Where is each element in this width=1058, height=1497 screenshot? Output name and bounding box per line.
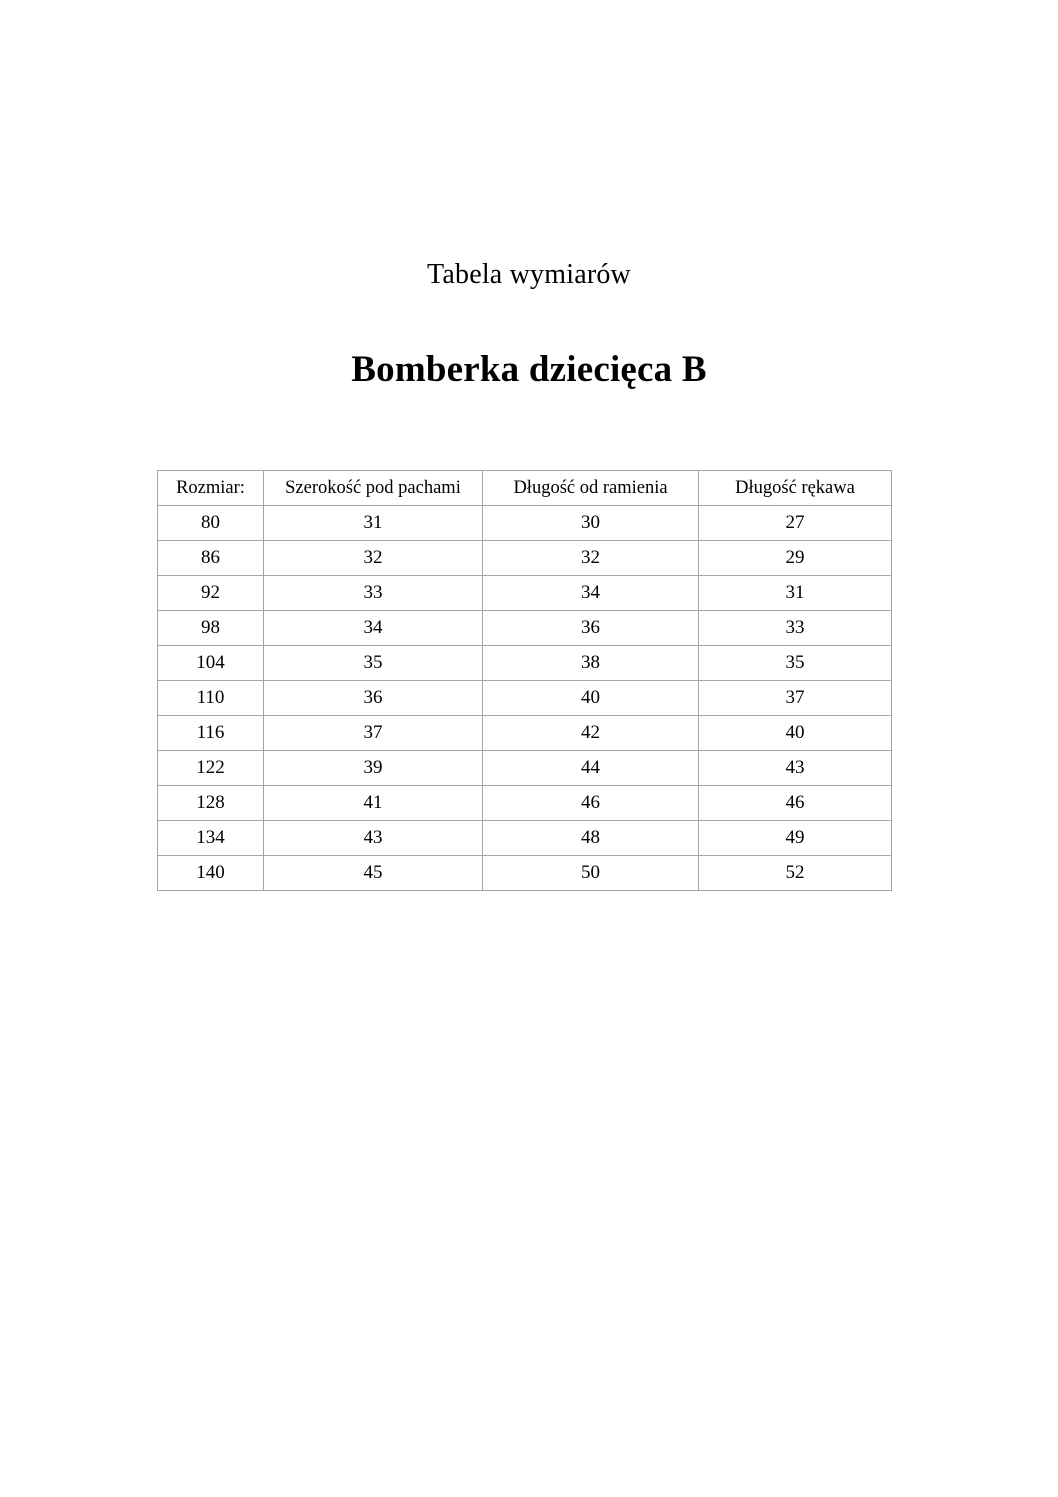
cell-chest-width: 41 [264, 786, 483, 821]
cell-sleeve-length: 46 [699, 786, 892, 821]
cell-sleeve-length: 49 [699, 821, 892, 856]
cell-size: 110 [158, 681, 264, 716]
column-header-size: Rozmiar: [158, 471, 264, 506]
cell-size: 92 [158, 576, 264, 611]
table-row [158, 856, 892, 891]
cell-shoulder-length: 46 [483, 786, 699, 821]
cell-shoulder-length: 42 [483, 716, 699, 751]
cell-chest-width: 37 [264, 716, 483, 751]
cell-shoulder-length: 44 [483, 751, 699, 786]
cell-size: 80 [158, 506, 264, 541]
table-row [158, 541, 892, 576]
cell-chest-width: 35 [264, 646, 483, 681]
cell-sleeve-length: 31 [699, 576, 892, 611]
column-header-sleeve-length: Długość rękawa [699, 471, 892, 506]
cell-size: 86 [158, 541, 264, 576]
cell-sleeve-length: 27 [699, 506, 892, 541]
table-row [158, 611, 892, 646]
cell-shoulder-length: 48 [483, 821, 699, 856]
cell-chest-width: 32 [264, 541, 483, 576]
cell-size: 104 [158, 646, 264, 681]
table-header-row [158, 471, 892, 506]
cell-sleeve-length: 33 [699, 611, 892, 646]
cell-shoulder-length: 38 [483, 646, 699, 681]
table-header [158, 471, 892, 506]
cell-chest-width: 36 [264, 681, 483, 716]
cell-sleeve-length: 43 [699, 751, 892, 786]
cell-chest-width: 39 [264, 751, 483, 786]
column-header-chest-width: Szerokość pod pachami [264, 471, 483, 506]
cell-sleeve-length: 35 [699, 646, 892, 681]
cell-sleeve-length: 37 [699, 681, 892, 716]
cell-chest-width: 31 [264, 506, 483, 541]
document-subtitle: Tabela wymiarów [427, 259, 631, 290]
cell-sleeve-length: 52 [699, 856, 892, 891]
cell-shoulder-length: 50 [483, 856, 699, 891]
cell-size: 116 [158, 716, 264, 751]
cell-chest-width: 34 [264, 611, 483, 646]
cell-size: 128 [158, 786, 264, 821]
cell-chest-width: 43 [264, 821, 483, 856]
cell-sleeve-length: 29 [699, 541, 892, 576]
cell-shoulder-length: 30 [483, 506, 699, 541]
cell-size: 98 [158, 611, 264, 646]
cell-size: 122 [158, 751, 264, 786]
table-row [158, 821, 892, 856]
cell-shoulder-length: 40 [483, 681, 699, 716]
column-header-shoulder-length: Długość od ramienia [483, 471, 699, 506]
table-row [158, 716, 892, 751]
cell-shoulder-length: 34 [483, 576, 699, 611]
table-row [158, 506, 892, 541]
table-row [158, 751, 892, 786]
cell-shoulder-length: 36 [483, 611, 699, 646]
cell-chest-width: 45 [264, 856, 483, 891]
cell-shoulder-length: 32 [483, 541, 699, 576]
size-chart-table [157, 470, 892, 891]
document-title: Bomberka dziecięca B [351, 349, 707, 390]
table-row [158, 681, 892, 716]
cell-size: 134 [158, 821, 264, 856]
table-body [158, 506, 892, 891]
cell-sleeve-length: 40 [699, 716, 892, 751]
table-row [158, 646, 892, 681]
cell-chest-width: 33 [264, 576, 483, 611]
cell-size: 140 [158, 856, 264, 891]
table-row [158, 576, 892, 611]
table-row [158, 786, 892, 821]
